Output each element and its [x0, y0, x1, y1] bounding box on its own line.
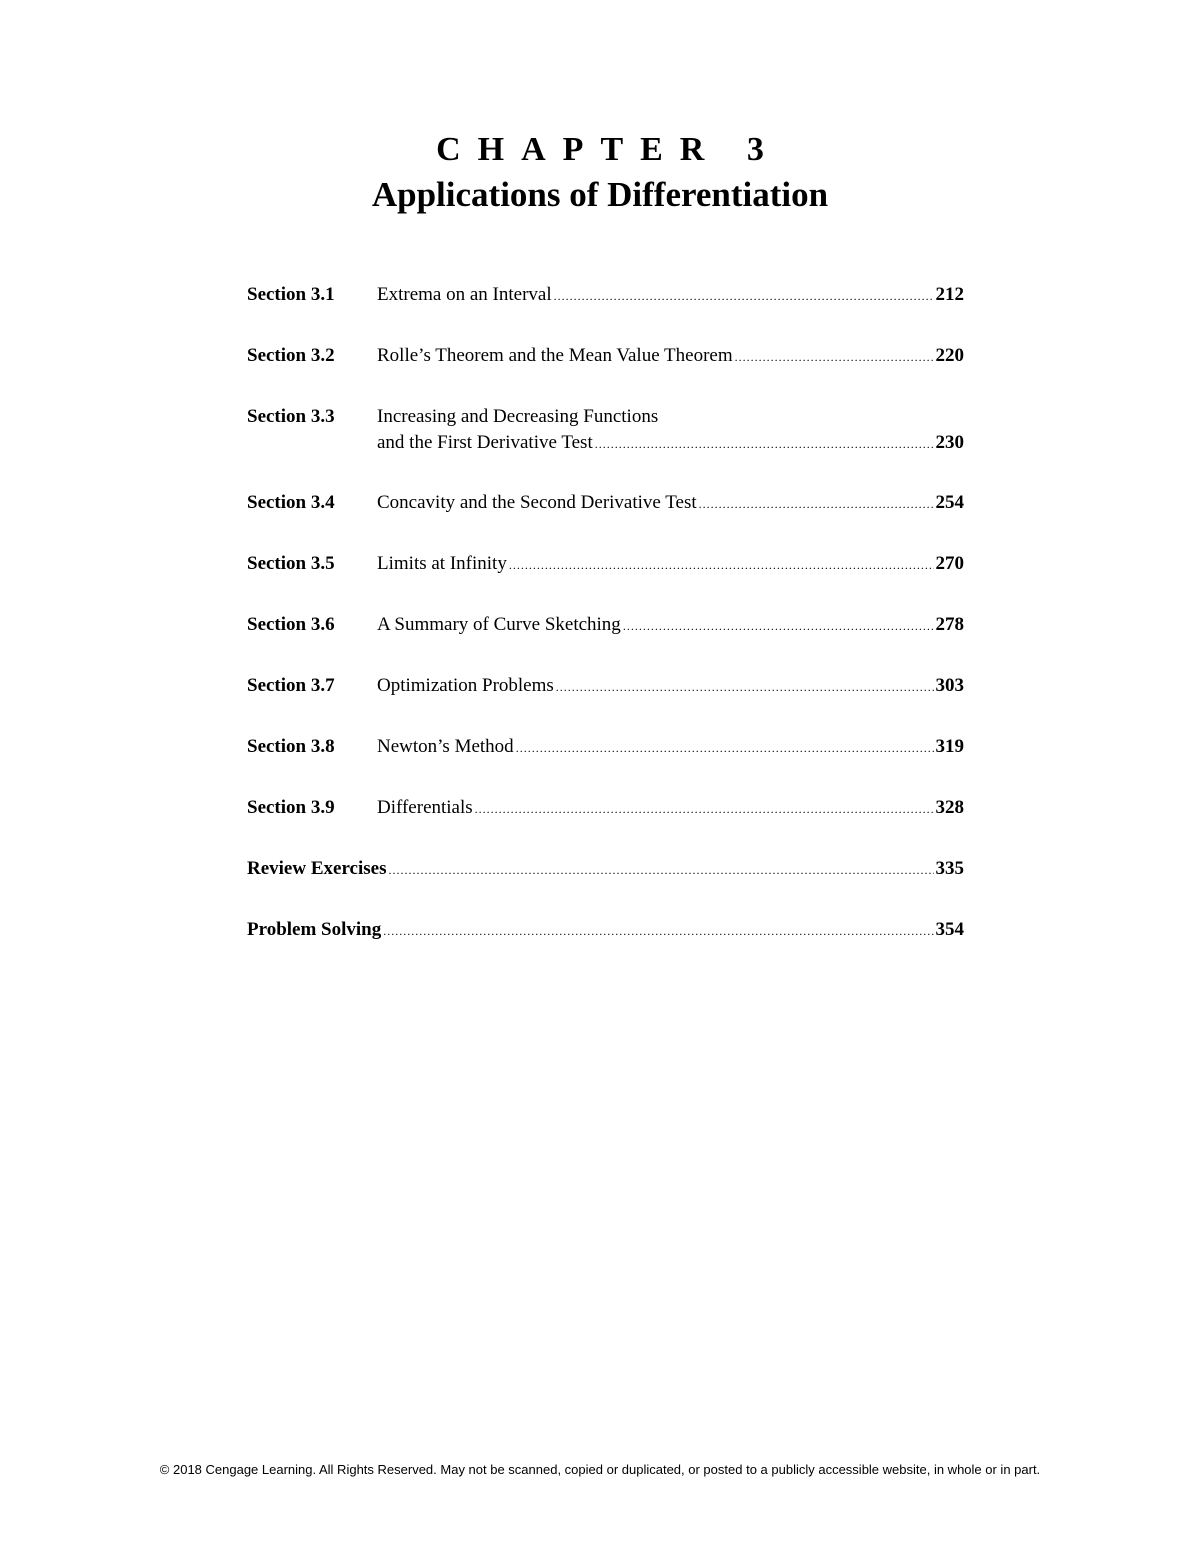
toc-entry-3-1[interactable] [247, 282, 964, 309]
dot-leader [595, 431, 934, 457]
review-exercises-label: Review Exercises [247, 858, 387, 879]
section-title: Optimization Problems [377, 675, 554, 696]
toc-entry-review-exercises[interactable] [247, 856, 964, 883]
section-title: A Summary of Curve Sketching [377, 614, 621, 635]
section-title: Rolle’s Theorem and the Mean Value Theorem [377, 345, 733, 366]
section-title-continued: and the First Derivative Test [377, 432, 593, 453]
toc-entry-3-6[interactable] [247, 612, 964, 639]
dot-leader [699, 491, 934, 517]
section-number: Section 3.7 [247, 675, 335, 696]
dot-leader [509, 552, 934, 578]
section-number: Section 3.1 [247, 284, 335, 305]
dot-leader [475, 796, 934, 822]
dot-leader [556, 674, 934, 700]
dot-leader [735, 344, 934, 370]
page-number: 335 [935, 858, 964, 879]
section-title: Limits at Infinity [377, 553, 507, 574]
page-number: 270 [935, 553, 964, 574]
page-number: 328 [935, 797, 964, 818]
toc-entry-problem-solving[interactable] [247, 917, 964, 944]
toc-entry-3-5[interactable] [247, 551, 964, 578]
toc-entry-3-2[interactable] [247, 343, 964, 370]
page-number: 220 [935, 345, 964, 366]
copyright-footer: © 2018 Cengage Learning. All Rights Reserved. May not be scanned, copied or duplicated, or posted to a publicly accessible website, in whole or in part. [159, 1462, 1041, 1477]
section-number: Section 3.9 [247, 797, 335, 818]
dot-leader [388, 857, 933, 883]
page-number: 303 [935, 675, 964, 696]
section-number: Section 3.3 [247, 406, 335, 427]
section-title: Extrema on an Interval [377, 284, 552, 305]
page-number: 319 [935, 736, 964, 757]
toc-entry-3-9[interactable] [247, 795, 964, 822]
chapter-title: Applications of Differentiation [371, 175, 829, 214]
page-number: 254 [935, 492, 964, 513]
dot-leader [554, 283, 934, 309]
section-number: Section 3.8 [247, 736, 335, 757]
dot-leader [383, 918, 933, 944]
section-number: Section 3.2 [247, 345, 335, 366]
section-number: Section 3.6 [247, 614, 335, 635]
page-number: 212 [935, 284, 964, 305]
toc-entry-3-7[interactable] [247, 673, 964, 700]
page-number: 354 [935, 919, 964, 940]
problem-solving-label: Problem Solving [247, 919, 382, 940]
chapter-label: CHAPTER 3 [436, 131, 781, 168]
section-title: Increasing and Decreasing Functions [377, 406, 659, 427]
table-of-contents [247, 282, 964, 944]
section-number: Section 3.4 [247, 492, 335, 513]
section-title: Differentials [377, 797, 473, 818]
section-number: Section 3.5 [247, 553, 335, 574]
page-number: 278 [935, 614, 964, 635]
page-number: 230 [935, 432, 964, 453]
toc-entry-3-3[interactable] [247, 404, 964, 457]
toc-entry-3-8[interactable] [247, 734, 964, 761]
section-title: Newton’s Method [377, 736, 514, 757]
dot-leader [623, 613, 934, 639]
dot-leader [516, 735, 934, 761]
section-title: Concavity and the Second Derivative Test [377, 492, 697, 513]
toc-entry-3-4[interactable] [247, 490, 964, 517]
